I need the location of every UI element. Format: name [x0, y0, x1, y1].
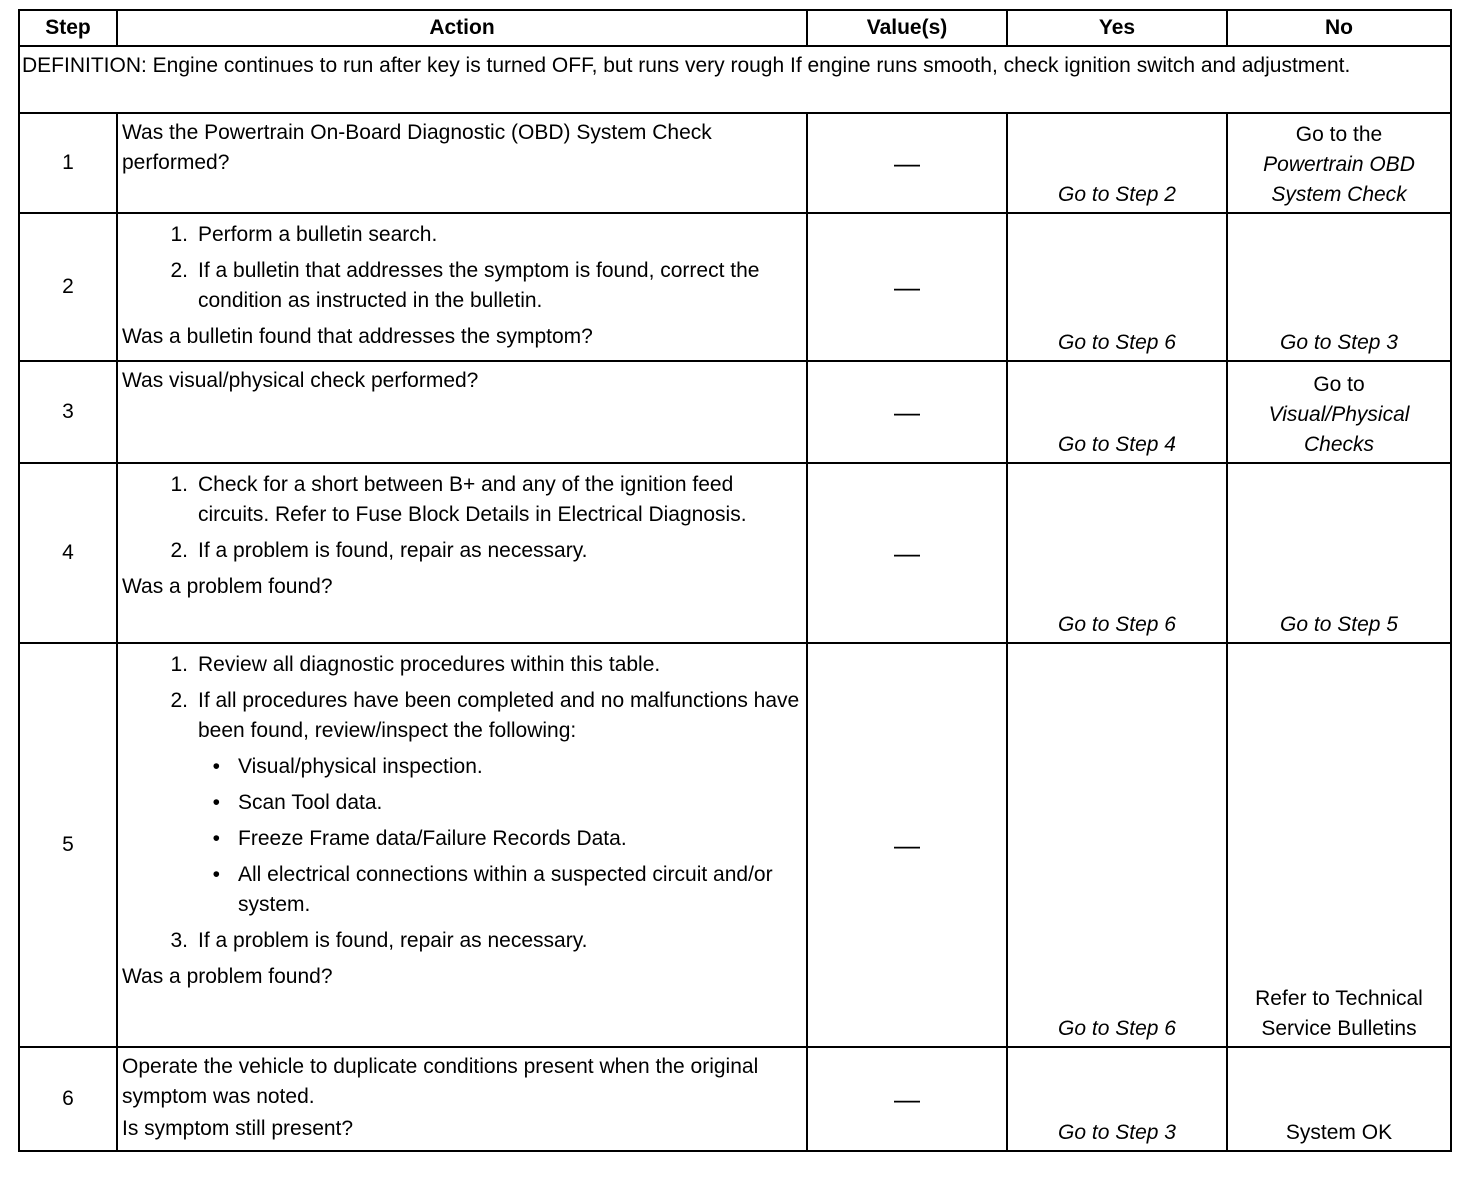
list-item [122, 220, 800, 250]
step-number: 6 [19, 1047, 117, 1151]
list-item [122, 650, 800, 680]
action-cell [117, 1047, 807, 1151]
header-no: No [1227, 10, 1451, 46]
item-text: If a problem is found, repair as necessary. [198, 929, 588, 952]
yes-cell: Go to Step 4 [1007, 361, 1227, 463]
item-number: 1. [170, 223, 188, 246]
yes-cell: Go to Step 6 [1007, 463, 1227, 643]
action-cell [117, 213, 807, 361]
bullet-dot: • [212, 827, 220, 850]
no-line-1: Go to the [1295, 123, 1383, 146]
item-number: 2. [170, 689, 188, 712]
list-item [122, 926, 800, 956]
bullet-item [122, 788, 800, 818]
no-line-2: Visual/Physical [1268, 403, 1410, 426]
no-line-2: Powertrain OBD [1263, 153, 1415, 176]
no-cell: Go to Step 3 [1227, 213, 1451, 361]
definition-text: DEFINITION: Engine continues to run after key is turned OFF, but runs very rough If engine runs smooth, check ignition switch and adjustment. [19, 46, 1451, 113]
bullet-dot: • [212, 791, 220, 814]
action-cell [117, 463, 807, 643]
list-item [122, 686, 800, 746]
item-text: Check for a short between B+ and any of the ignition feed circuits. Refer to Fuse Block Details in Electrical Diagnosis. [198, 473, 747, 526]
table-row-step-6 [19, 1047, 1451, 1151]
no-line-1: Refer to Technical [1255, 987, 1423, 1010]
bullet-dot: • [212, 863, 220, 886]
item-number: 1. [170, 473, 188, 496]
yes-cell: Go to Step 3 [1007, 1047, 1227, 1151]
header-step: Step [19, 10, 117, 46]
value-cell: — [807, 113, 1007, 213]
no-cell [1227, 113, 1451, 213]
yes-cell: Go to Step 6 [1007, 643, 1227, 1047]
no-cell: Go to Step 5 [1227, 463, 1451, 643]
item-number: 2. [170, 259, 188, 282]
list-item [122, 256, 800, 316]
action-question: Is symptom still present? [122, 1117, 354, 1140]
item-number: 1. [170, 653, 188, 676]
value-cell: — [807, 213, 1007, 361]
bullet-text: Scan Tool data. [238, 791, 383, 814]
item-text: If a problem is found, repair as necessary. [198, 539, 588, 562]
bullet-text: Visual/physical inspection. [238, 755, 483, 778]
table-row-step-1 [19, 113, 1451, 213]
no-line-2: Service Bulletins [1261, 1017, 1417, 1040]
no-line-3: Checks [1303, 433, 1375, 456]
item-number: 2. [170, 539, 188, 562]
no-cell [1227, 361, 1451, 463]
table-row-step-4 [19, 463, 1451, 643]
action-text: Operate the vehicle to duplicate conditions present when the original symptom was noted. [122, 1055, 759, 1108]
list-item [122, 536, 800, 566]
item-text: Perform a bulletin search. [198, 223, 438, 246]
item-text: Review all diagnostic procedures within this table. [198, 653, 661, 676]
header-action: Action [117, 10, 807, 46]
value-cell: — [807, 1047, 1007, 1151]
bullet-text: All electrical connections within a suspected circuit and/or system. [238, 863, 773, 916]
bullet-item [122, 752, 800, 782]
step-number: 4 [19, 463, 117, 643]
value-cell: — [807, 361, 1007, 463]
yes-cell: Go to Step 2 [1007, 113, 1227, 213]
item-number: 3. [170, 929, 188, 952]
action-text: Was the Powertrain On-Board Diagnostic (OBD) System Check performed? [117, 113, 807, 213]
value-cell: — [807, 643, 1007, 1047]
item-text: If all procedures have been completed and no malfunctions have been found, review/inspect the following: [198, 689, 800, 742]
action-text: Was visual/physical check performed? [117, 361, 807, 463]
bullet-item [122, 860, 800, 920]
table-row-step-5 [19, 643, 1451, 1047]
no-cell: System OK [1227, 1047, 1451, 1151]
step-number: 3 [19, 361, 117, 463]
bullet-dot: • [212, 755, 220, 778]
definition-row [19, 46, 1451, 113]
yes-cell: Go to Step 6 [1007, 213, 1227, 361]
header-row [19, 10, 1451, 46]
header-yes: Yes [1007, 10, 1227, 46]
value-cell: — [807, 463, 1007, 643]
bullet-item [122, 824, 800, 854]
diagnostic-table [18, 9, 1452, 1152]
no-line-3: System Check [1271, 183, 1407, 206]
action-question: Was a problem found? [122, 965, 333, 988]
step-number: 1 [19, 113, 117, 213]
action-cell [117, 643, 807, 1047]
table-row-step-3 [19, 361, 1451, 463]
step-number: 2 [19, 213, 117, 361]
step-number: 5 [19, 643, 117, 1047]
bullet-text: Freeze Frame data/Failure Records Data. [238, 827, 627, 850]
no-cell [1227, 643, 1451, 1047]
table-row-step-2 [19, 213, 1451, 361]
list-item [122, 470, 800, 530]
action-question: Was a problem found? [122, 575, 333, 598]
action-question: Was a bulletin found that addresses the symptom? [122, 325, 593, 348]
header-values: Value(s) [807, 10, 1007, 46]
item-text: If a bulletin that addresses the symptom is found, correct the condition as instructed in the bulletin. [198, 259, 760, 312]
no-line-1: Go to [1313, 373, 1365, 396]
